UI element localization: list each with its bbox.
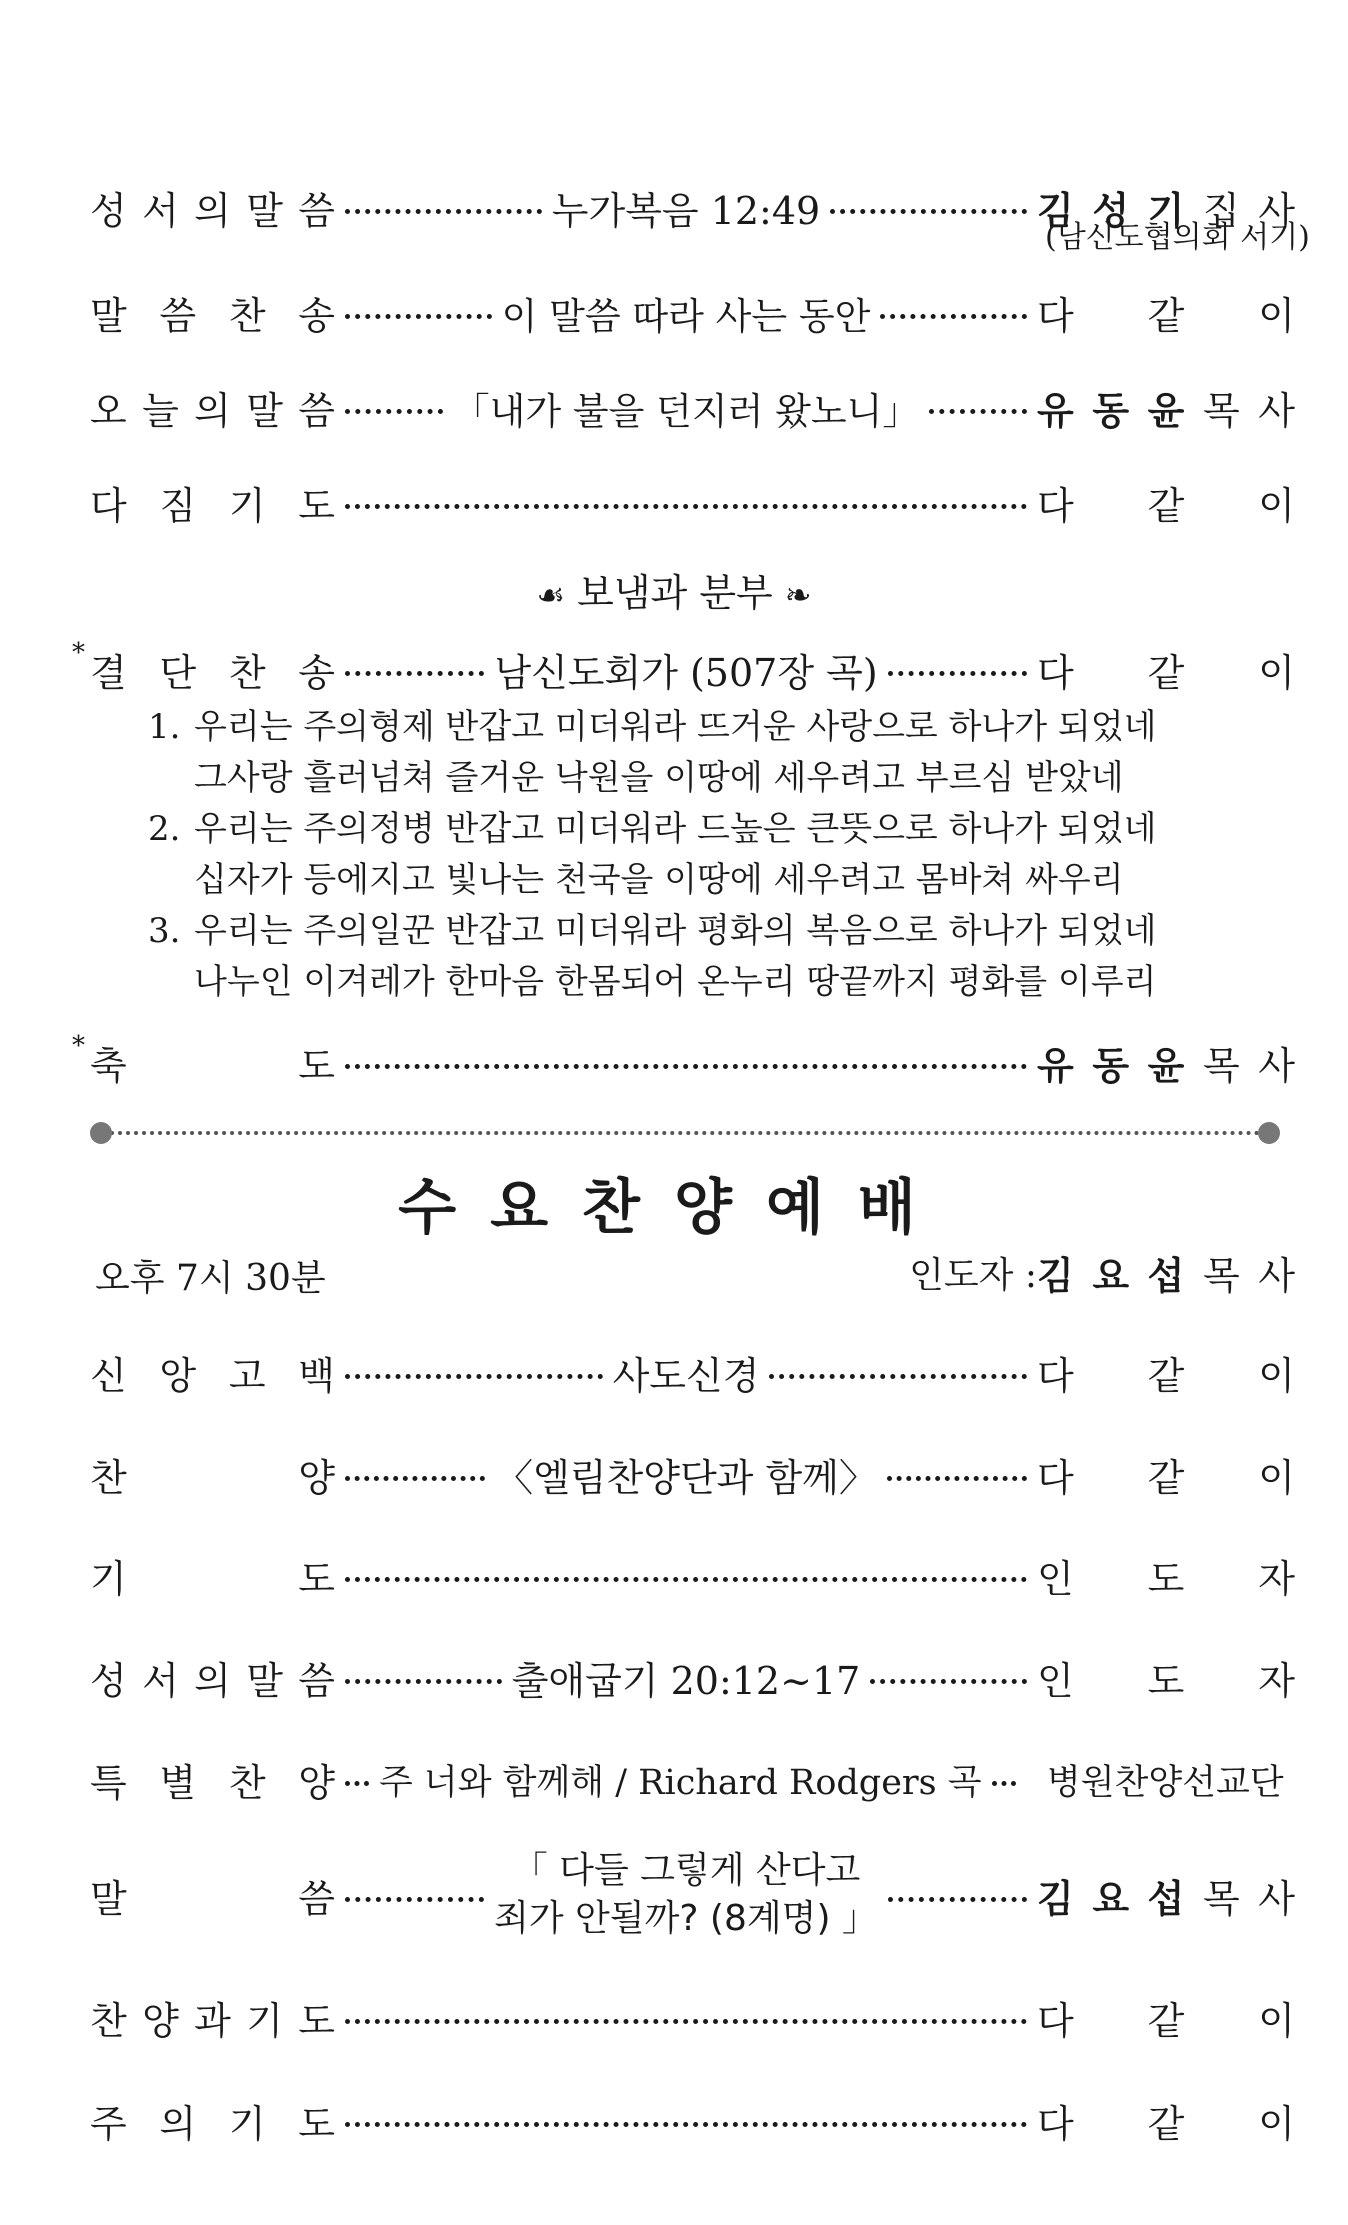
leader-dots [929, 409, 1027, 414]
label-char: 송 [298, 651, 335, 695]
label-char: 동 [1092, 1044, 1130, 1088]
section-heading: ☙ 보냄과 분부 ❧ [536, 571, 812, 615]
label-char: 이 [1258, 1456, 1295, 1500]
row-content: 이 말씀 따라 사는 동안 [501, 294, 871, 338]
service-title: 수요찬양예배 [398, 1173, 950, 1243]
label-char: 유 [1037, 389, 1074, 433]
order-row-benediction [72, 1031, 1295, 1090]
label-char: 사 [1258, 1044, 1295, 1088]
row-label [90, 475, 335, 530]
label-char: 도 [1147, 1557, 1185, 1601]
lyric-line: 3. 우리는 주의일꾼 반갑고 미더워라 평화의 복음으로 하나가 되었네 [148, 911, 1157, 951]
label-char: 유 [1037, 1044, 1074, 1088]
leader-dots [345, 1064, 1027, 1069]
row-presenter [1037, 380, 1295, 435]
row-content: 남신도회가 (507장 곡) [494, 651, 878, 695]
label-char: 같 [1147, 1999, 1185, 2043]
label-char: 씀 [298, 1876, 335, 1921]
row-label [90, 1752, 335, 1807]
row-label [72, 638, 335, 697]
label-char: 결 [90, 651, 127, 695]
label-char: 다 [90, 484, 127, 528]
sermon-title-line2: 죄가 안될까? (8계명) 」 [494, 1898, 878, 1939]
label-char: 도 [298, 1044, 335, 1088]
row-label [90, 1548, 335, 1603]
label-char: 기 [246, 1999, 283, 2043]
lyric-line: 그사랑 흘러넘쳐 즐거운 낙원을 이땅에 세우려고 부르심 받았네 [194, 758, 1124, 798]
label-char: 찬 [228, 294, 266, 338]
label-char: 윤 [1147, 1044, 1185, 1088]
label-char: 다 [1037, 1999, 1074, 2043]
label-char: 도 [298, 1557, 335, 1601]
leader-dots [345, 1781, 369, 1786]
leader-dots [888, 671, 1027, 676]
leader-dots [345, 504, 1027, 509]
leader-dots [345, 1897, 484, 1902]
label-char: 도 [298, 2102, 335, 2146]
label-char: 의 [194, 1659, 231, 1703]
row-label [90, 1650, 335, 1705]
label-char: 다 [1037, 2102, 1074, 2146]
label-char: 찬 [90, 1999, 127, 2043]
label-char: 목 [1202, 1044, 1240, 1088]
label-char: 찬 [90, 1456, 127, 1500]
row-label [90, 285, 335, 340]
leader-dots [830, 209, 1027, 214]
label-char: 기 [228, 484, 266, 528]
label-char: 이 [1258, 484, 1295, 528]
lyric-line: 2. 우리는 주의정병 반갑고 미더워라 드높은 큰뜻으로 하나가 되었네 [148, 809, 1157, 849]
service-leader [909, 1245, 1295, 1300]
label-char: 성 [90, 1659, 127, 1703]
row-presenter [1037, 1990, 1295, 2045]
label-char: 서 [142, 1659, 179, 1703]
label-char: 특 [90, 1761, 127, 1805]
row-presenter [1037, 1447, 1295, 1502]
sermon-title-line1: 「 다들 그렇게 산다고 [511, 1850, 861, 1891]
label-char: 김 [1037, 1876, 1074, 1921]
label-char: 자 [1258, 1557, 1295, 1601]
row-content: 주 너와 함께해 / Richard Rodgers 곡 [379, 1762, 982, 1803]
label-char: 말 [246, 1659, 283, 1703]
order-row-creed [90, 1345, 1295, 1400]
label-char: 다 [1037, 1354, 1074, 1398]
leader-dots [769, 1374, 1027, 1379]
order-row-special-song [90, 1752, 1295, 1807]
label-char: 사 [1258, 1254, 1295, 1298]
row-presenter [1037, 1868, 1295, 1923]
row-presenter [1037, 1650, 1295, 1705]
label-char: 같 [1147, 2102, 1185, 2146]
row-presenter [1037, 475, 1295, 530]
label-char: 요 [1092, 1254, 1130, 1298]
leader-dots [992, 1781, 1016, 1786]
leader-dots [345, 409, 443, 414]
label-char: 말 [246, 189, 283, 233]
order-row-praise-prayer [90, 1990, 1295, 2045]
label-char: 이 [1258, 651, 1296, 695]
label-char: 목 [1202, 389, 1240, 433]
row-presenter [1037, 285, 1295, 340]
row-label [72, 1031, 335, 1090]
order-row-scripture2 [90, 1650, 1295, 1705]
row-label [90, 1447, 335, 1502]
label-char: 축 [90, 1044, 127, 1088]
label-char: 같 [1147, 1456, 1185, 1500]
label-char: 다 [1037, 484, 1074, 528]
label-char: 이 [1258, 294, 1296, 338]
label-char: 섭 [1147, 1876, 1185, 1921]
row-label [90, 2093, 335, 2148]
label-char: 오 [90, 389, 127, 433]
label-char: 백 [298, 1354, 335, 1398]
label-char: 씀 [298, 1659, 335, 1703]
section-divider [90, 1122, 1280, 1144]
presenter-note: (남신도협의회 서기) [1045, 220, 1310, 255]
standing-mark: * [72, 638, 85, 668]
row-presenter [1037, 642, 1295, 697]
label-char: 단 [159, 651, 197, 695]
label-char: 도 [298, 484, 335, 528]
label-char: 이 [1258, 2102, 1295, 2146]
label-char: 기 [1147, 189, 1185, 233]
label-char: 도 [298, 1999, 335, 2043]
label-char: 의 [159, 2102, 197, 2146]
row-label [90, 380, 335, 435]
label-char: 과 [194, 1999, 231, 2043]
label-char: 다 [1037, 294, 1074, 338]
label-char: 기 [228, 2102, 266, 2146]
leader-name [1037, 1245, 1295, 1300]
label-char: 다 [1037, 1456, 1074, 1500]
row-presenter: 병원찬양선교단 [1046, 1762, 1284, 1803]
lyric-line: 십자가 등에지고 빛나는 천국을 이땅에 세우려고 몸바쳐 싸우리 [194, 860, 1124, 900]
order-row-praise [90, 1447, 1295, 1502]
row-label [90, 1345, 335, 1400]
label-char: 늘 [142, 389, 179, 433]
leader-dots [870, 1679, 1027, 1684]
label-char: 성 [90, 189, 127, 233]
row-presenter [1037, 1035, 1295, 1090]
standing-mark: * [72, 1031, 85, 1061]
label-char: 사 [1258, 389, 1295, 433]
order-row-sermon [90, 380, 1295, 435]
leader-dots [345, 1476, 485, 1481]
row-content: 「내가 불을 던지러 왔노니」 [452, 389, 920, 433]
label-char: 동 [1092, 389, 1130, 433]
label-char: 인 [1037, 1557, 1074, 1601]
leader-dots [345, 209, 542, 214]
leader-dots [345, 314, 492, 319]
leader-prefix: 인도자 : [909, 1255, 1037, 1296]
label-char: 찬 [228, 1761, 266, 1805]
label-char: 서 [142, 189, 179, 233]
order-row-lords-prayer [90, 2093, 1295, 2148]
label-char: 도 [1147, 1659, 1185, 1703]
row-content: 사도신경 [612, 1354, 760, 1398]
label-char: 자 [1258, 1659, 1295, 1703]
order-row-closing-hymn [72, 638, 1296, 697]
row-content: 출애굽기 20:12~17 [511, 1659, 861, 1703]
label-char: 이 [1258, 1354, 1295, 1398]
label-char: 사 [1258, 189, 1295, 233]
label-char: 다 [1037, 651, 1074, 695]
ornament-right-icon: ❧ [784, 576, 812, 614]
leader-dots [345, 671, 484, 676]
leader-dots [887, 1476, 1027, 1481]
order-row-sermon2 [90, 1847, 1295, 1943]
label-char: 김 [1037, 1254, 1074, 1298]
label-char: 이 [1258, 1999, 1295, 2043]
leader-dots [345, 2122, 1027, 2127]
row-content: 〈엘림찬양단과 함께〉 [495, 1456, 877, 1500]
label-char: 집 [1202, 189, 1240, 233]
row-label [90, 1868, 335, 1923]
label-char: 목 [1202, 1254, 1240, 1298]
label-char: 같 [1147, 294, 1185, 338]
label-char: 인 [1037, 1659, 1074, 1703]
label-char: 기 [90, 1557, 127, 1601]
row-content: 누가복음 12:49 [551, 189, 821, 233]
label-char: 찬 [228, 651, 266, 695]
leader-dots [888, 1897, 1027, 1902]
label-char: 말 [90, 294, 127, 338]
label-char: 양 [142, 1999, 179, 2043]
lyric-line: 나누인 이겨레가 한마음 한몸되어 온누리 땅끝까지 평화를 이루리 [194, 962, 1157, 1002]
leader-dots [880, 314, 1027, 319]
label-char: 고 [228, 1354, 266, 1398]
order-row-prayer [90, 475, 1295, 530]
hymn-lyrics [148, 702, 1248, 1008]
leader-dots [345, 1577, 1027, 1582]
row-label [90, 180, 335, 235]
service-time: 오후 7시 30분 [95, 1258, 326, 1299]
row-label [90, 1990, 335, 2045]
leader-dots [345, 1374, 603, 1379]
label-char: 씀 [298, 189, 335, 233]
label-char: 주 [90, 2102, 127, 2146]
label-char: 씀 [298, 389, 335, 433]
label-char: 사 [1258, 1876, 1295, 1921]
label-char: 양 [298, 1456, 335, 1500]
label-char: 신 [90, 1354, 127, 1398]
order-row-prayer2 [90, 1548, 1295, 1603]
lyric-line: 1. 우리는 주의형제 반갑고 미더워라 뜨거운 사랑으로 하나가 되었네 [148, 707, 1157, 747]
row-presenter [1037, 2093, 1295, 2148]
row-content [494, 1847, 878, 1943]
label-char: 씀 [159, 294, 197, 338]
label-char: 별 [159, 1761, 197, 1805]
label-char: 말 [246, 389, 283, 433]
ornament-left-icon: ☙ [536, 576, 566, 614]
leader-dots [345, 1679, 502, 1684]
label-char: 의 [194, 389, 231, 433]
leader-dots [345, 2019, 1027, 2024]
label-char: 요 [1092, 1876, 1130, 1921]
label-char: 짐 [159, 484, 197, 528]
label-char: 말 [90, 1876, 127, 1921]
label-char: 섭 [1147, 1254, 1185, 1298]
label-char: 성 [1092, 189, 1130, 233]
label-char: 같 [1147, 484, 1185, 528]
order-row-hymn [90, 285, 1295, 340]
label-char: 목 [1202, 1876, 1240, 1921]
row-presenter [1037, 1548, 1295, 1603]
label-char: 같 [1147, 1354, 1185, 1398]
label-char: 같 [1147, 651, 1185, 695]
row-presenter [1037, 1345, 1295, 1400]
label-char: 의 [194, 189, 231, 233]
label-char: 윤 [1147, 389, 1185, 433]
label-char: 앙 [159, 1354, 197, 1398]
label-char: 양 [298, 1761, 335, 1805]
label-char: 송 [298, 294, 335, 338]
label-char: 김 [1037, 189, 1074, 233]
